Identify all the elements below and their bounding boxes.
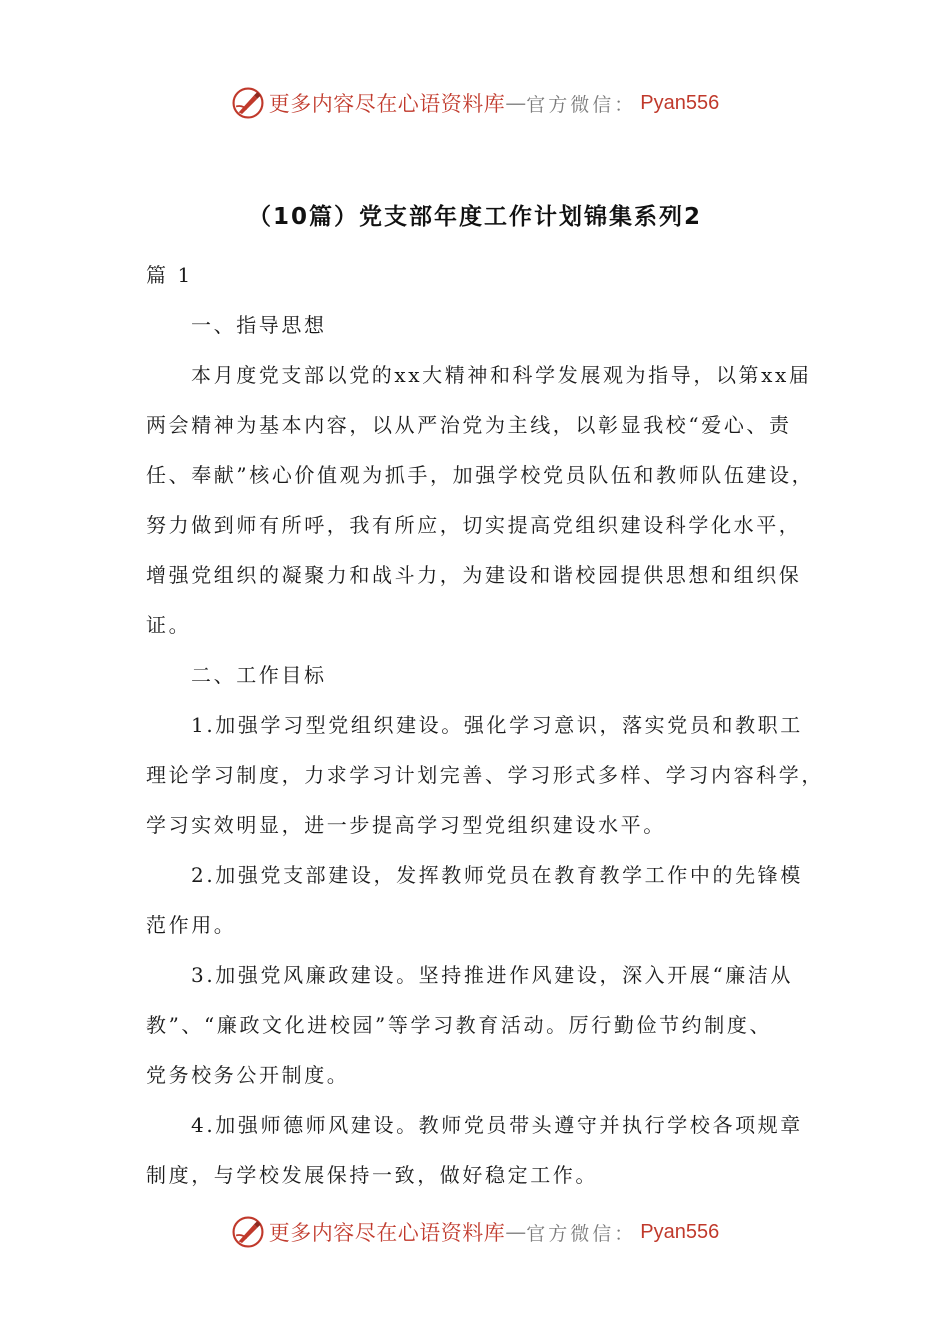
paragraph-line: 1.加强学习型党组织建设。强化学习意识，落实党员和教职工 — [191, 713, 803, 737]
watermark-id: Pyan556 — [640, 1220, 720, 1243]
watermark-label: 官方微信： — [526, 93, 637, 116]
paragraph-line: 教”、“廉政文化进校园”等学习教育活动。厉行勤俭节约制度、 — [146, 1013, 773, 1037]
watermark-banner-top — [0, 78, 950, 128]
document-body — [146, 250, 826, 1200]
paragraph-line: 增强党组织的凝聚力和战斗力，为建设和谐校园提供思想和组织保 — [146, 563, 802, 587]
document-title: （10篇）党支部年度工作计划锦集系列2 — [247, 204, 702, 230]
paragraph-line: 两会精神为基本内容，以从严治党为主线，以彰显我校“爱心、责 — [146, 413, 792, 437]
paragraph-line: 3.加强党风廉政建设。坚持推进作风建设，深入开展“廉洁从 — [191, 963, 794, 987]
paragraph-line: 4.加强师德师风建设。教师党员带头遵守并执行学校各项规章 — [191, 1113, 803, 1137]
heading-guiding-ideology: 一、指导思想 — [191, 313, 327, 337]
paragraph-line: 党务校务公开制度。 — [146, 1063, 350, 1087]
paragraph-line: 理论学习制度，力求学习计划完善、学习形式多样、学习内容科学， — [146, 763, 824, 787]
pen-logo-icon — [231, 1215, 265, 1249]
watermark-banner-bottom — [0, 1207, 950, 1257]
watermark-text: 更多内容尽在心语资料库 — [268, 92, 506, 116]
watermark-text: 更多内容尽在心语资料库 — [268, 1221, 506, 1245]
paragraph-line: 努力做到师有所呼，我有所应，切实提高党组织建设科学化水平， — [146, 513, 802, 537]
watermark-dash: — — [505, 1220, 527, 1244]
watermark-dash: — — [505, 91, 527, 115]
paragraph-line: 学习实效明显，进一步提高学习型党组织建设水平。 — [146, 813, 666, 837]
paragraph-line: 任、奉献”核心价值观为抓手，加强学校党员队伍和教师队伍建设， — [146, 463, 815, 487]
paragraph-line: 本月度党支部以党的xx大精神和科学发展观为指导，以第xx届 — [191, 363, 812, 387]
paragraph-line: 范作用。 — [146, 913, 237, 937]
paragraph-line: 制度，与学校发展保持一致，做好稳定工作。 — [146, 1163, 598, 1187]
heading-work-goals: 二、工作目标 — [191, 663, 327, 687]
section-label: 篇 1 — [146, 263, 193, 287]
paragraph-line: 2.加强党支部建设，发挥教师党员在教育教学工作中的先锋模 — [191, 863, 803, 887]
watermark-label: 官方微信： — [526, 1222, 637, 1245]
pen-logo-icon — [231, 86, 265, 120]
paragraph-line: 证。 — [146, 613, 192, 637]
watermark-id: Pyan556 — [640, 91, 720, 114]
